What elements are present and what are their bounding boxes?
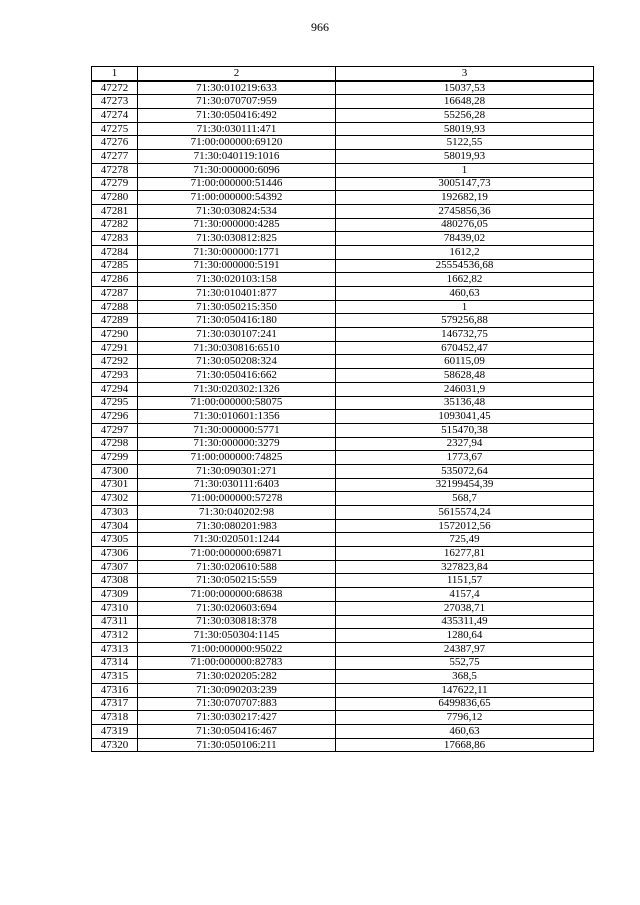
table-row [92,519,594,533]
column-header-2: 2 [138,67,336,81]
table-row [92,492,594,506]
value-cell: 2745856,36 [336,204,594,218]
table-row [92,533,594,547]
table-row [92,382,594,396]
cadastral-number-cell: 71:00:000000:57278 [138,492,336,506]
value-cell: 1151,57 [336,574,594,588]
row-number-cell: 47302 [92,492,138,506]
cadastral-number-cell: 71:30:030824:534 [138,204,336,218]
value-cell: 1 [336,163,594,177]
value-cell: 246031,9 [336,382,594,396]
cadastral-number-cell: 71:00:000000:69120 [138,136,336,150]
value-cell: 552,75 [336,656,594,670]
value-cell: 515470,38 [336,423,594,437]
table-row [92,218,594,232]
cadastral-number-cell: 71:30:050416:492 [138,109,336,123]
value-cell: 568,7 [336,492,594,506]
row-number-cell: 47290 [92,328,138,342]
cadastral-number-cell: 71:00:000000:95022 [138,642,336,656]
table-row [92,341,594,355]
table-row [92,191,594,205]
cadastral-number-cell: 71:30:070707:959 [138,95,336,109]
table-row [92,560,594,574]
value-cell: 1 [336,300,594,314]
value-cell: 27038,71 [336,601,594,615]
table-row [92,711,594,725]
value-cell: 725,49 [336,533,594,547]
value-cell: 1093041,45 [336,410,594,424]
value-cell: 24387,97 [336,642,594,656]
cadastral-number-cell: 71:30:090203:239 [138,683,336,697]
value-cell: 579256,88 [336,314,594,328]
value-cell: 535072,64 [336,464,594,478]
row-number-cell: 47286 [92,273,138,287]
value-cell: 146732,75 [336,328,594,342]
row-number-cell: 47275 [92,122,138,136]
row-number-cell: 47299 [92,451,138,465]
value-cell: 78439,02 [336,232,594,246]
cadastral-number-cell: 71:30:020302:1326 [138,382,336,396]
value-cell: 32199454,39 [336,478,594,492]
cadastral-number-cell: 71:00:000000:51446 [138,177,336,191]
cadastral-number-cell: 71:30:020501:1244 [138,533,336,547]
value-cell: 16648,28 [336,95,594,109]
table-row [92,601,594,615]
row-number-cell: 47295 [92,396,138,410]
value-cell: 1662,82 [336,273,594,287]
table-row [92,95,594,109]
table-row [92,150,594,164]
row-number-cell: 47285 [92,259,138,273]
table-row [92,136,594,150]
table-row [92,615,594,629]
cadastral-number-cell: 71:30:020603:694 [138,601,336,615]
row-number-cell: 47320 [92,738,138,752]
cadastral-number-cell: 71:30:000000:6096 [138,163,336,177]
value-cell: 60115,09 [336,355,594,369]
cadastral-number-cell: 71:30:000000:3279 [138,437,336,451]
table-row [92,506,594,520]
table-header-row [92,67,594,81]
row-number-cell: 47297 [92,423,138,437]
row-number-cell: 47310 [92,601,138,615]
row-number-cell: 47296 [92,410,138,424]
row-number-cell: 47277 [92,150,138,164]
cadastral-number-cell: 71:30:030107:241 [138,328,336,342]
value-cell: 3005147,73 [336,177,594,191]
value-cell: 460,63 [336,287,594,301]
value-cell: 6499836,65 [336,697,594,711]
row-number-cell: 47312 [92,629,138,643]
table-row [92,423,594,437]
row-number-cell: 47291 [92,341,138,355]
table-row [92,464,594,478]
table-row [92,273,594,287]
table-row [92,287,594,301]
value-cell: 58019,93 [336,150,594,164]
cadastral-number-cell: 71:30:000000:5191 [138,259,336,273]
value-cell: 1280,64 [336,629,594,643]
cadastral-number-cell: 71:00:000000:82783 [138,656,336,670]
row-number-cell: 47315 [92,670,138,684]
value-cell: 327823,84 [336,560,594,574]
table-row [92,245,594,259]
table-row [92,81,594,95]
row-number-cell: 47284 [92,245,138,259]
cadastral-number-cell: 71:30:050416:180 [138,314,336,328]
row-number-cell: 47300 [92,464,138,478]
value-cell: 1773,67 [336,451,594,465]
cadastral-number-cell: 71:30:010219:633 [138,81,336,95]
row-number-cell: 47317 [92,697,138,711]
value-cell: 5615574,24 [336,506,594,520]
row-number-cell: 47292 [92,355,138,369]
cadastral-number-cell: 71:30:030217:427 [138,711,336,725]
row-number-cell: 47279 [92,177,138,191]
row-number-cell: 47276 [92,136,138,150]
table-row [92,177,594,191]
cadastral-number-cell: 71:30:030111:471 [138,122,336,136]
table-body [92,81,594,752]
table-row [92,683,594,697]
cadastral-number-cell: 71:30:070707:883 [138,697,336,711]
cadastral-number-cell: 71:00:000000:69871 [138,547,336,561]
cadastral-number-cell: 71:30:050416:662 [138,369,336,383]
value-cell: 1612,2 [336,245,594,259]
cadastral-number-cell: 71:30:030816:6510 [138,341,336,355]
table-row [92,437,594,451]
row-number-cell: 47305 [92,533,138,547]
row-number-cell: 47316 [92,683,138,697]
table-row [92,109,594,123]
row-number-cell: 47319 [92,725,138,739]
table-row [92,725,594,739]
row-number-cell: 47304 [92,519,138,533]
value-cell: 368,5 [336,670,594,684]
cadastral-number-cell: 71:30:090301:271 [138,464,336,478]
row-number-cell: 47309 [92,588,138,602]
cadastral-number-cell: 71:30:010401:877 [138,287,336,301]
table-row [92,670,594,684]
table-row [92,232,594,246]
table-row [92,574,594,588]
cadastral-number-cell: 71:00:000000:54392 [138,191,336,205]
row-number-cell: 47307 [92,560,138,574]
table-row [92,478,594,492]
row-number-cell: 47294 [92,382,138,396]
cadastral-number-cell: 71:30:030812:825 [138,232,336,246]
cadastral-number-cell: 71:30:050208:324 [138,355,336,369]
page-number: 966 [311,20,329,34]
table-row [92,259,594,273]
cadastral-number-cell: 71:30:000000:4285 [138,218,336,232]
table-row [92,547,594,561]
cadastral-number-cell: 71:30:010601:1356 [138,410,336,424]
value-cell: 1572012,56 [336,519,594,533]
row-number-cell: 47313 [92,642,138,656]
table-row [92,451,594,465]
row-number-cell: 47311 [92,615,138,629]
table-row [92,204,594,218]
row-number-cell: 47282 [92,218,138,232]
row-number-cell: 47280 [92,191,138,205]
table-row [92,697,594,711]
table-row [92,328,594,342]
cadastral-number-cell: 71:30:040202:98 [138,506,336,520]
table-row [92,369,594,383]
value-cell: 58628,48 [336,369,594,383]
value-cell: 192682,19 [336,191,594,205]
cadastral-number-cell: 71:30:000000:1771 [138,245,336,259]
row-number-cell: 47274 [92,109,138,123]
value-cell: 2327,94 [336,437,594,451]
cadastral-number-cell: 71:00:000000:58075 [138,396,336,410]
row-number-cell: 47283 [92,232,138,246]
row-number-cell: 47288 [92,300,138,314]
row-number-cell: 47293 [92,369,138,383]
cadastral-number-cell: 71:30:050215:350 [138,300,336,314]
row-number-cell: 47314 [92,656,138,670]
cadastral-number-cell: 71:30:020205:282 [138,670,336,684]
value-cell: 35136,48 [336,396,594,410]
table-row [92,355,594,369]
value-cell: 25554536,68 [336,259,594,273]
table-row [92,314,594,328]
cadastral-number-cell: 71:30:050106:211 [138,738,336,752]
table-row [92,629,594,643]
row-number-cell: 47278 [92,163,138,177]
row-number-cell: 47272 [92,81,138,95]
row-number-cell: 47298 [92,437,138,451]
value-cell: 460,63 [336,725,594,739]
value-cell: 16277,81 [336,547,594,561]
row-number-cell: 47301 [92,478,138,492]
value-cell: 670452,47 [336,341,594,355]
cadastral-number-cell: 71:30:000000:5771 [138,423,336,437]
table-row [92,396,594,410]
cadastral-number-cell: 71:00:000000:74825 [138,451,336,465]
cadastral-number-cell: 71:30:020610:588 [138,560,336,574]
row-number-cell: 47273 [92,95,138,109]
row-number-cell: 47289 [92,314,138,328]
table-row [92,122,594,136]
value-cell: 15037,53 [336,81,594,95]
value-cell: 58019,93 [336,122,594,136]
row-number-cell: 47318 [92,711,138,725]
cadastral-number-cell: 71:30:020103:158 [138,273,336,287]
column-header-1: 1 [92,67,138,81]
cadastral-number-cell: 71:30:080201:983 [138,519,336,533]
value-cell: 147622,11 [336,683,594,697]
table-row [92,410,594,424]
cadastral-number-cell: 71:30:050416:467 [138,725,336,739]
table-row [92,163,594,177]
column-header-3: 3 [336,67,594,81]
cadastral-value-table [91,66,594,752]
cadastral-number-cell: 71:30:040119:1016 [138,150,336,164]
table-row [92,588,594,602]
value-cell: 435311,49 [336,615,594,629]
value-cell: 17668,86 [336,738,594,752]
row-number-cell: 47281 [92,204,138,218]
value-cell: 55256,28 [336,109,594,123]
table-row [92,300,594,314]
row-number-cell: 47306 [92,547,138,561]
row-number-cell: 47303 [92,506,138,520]
row-number-cell: 47308 [92,574,138,588]
cadastral-number-cell: 71:30:050215:559 [138,574,336,588]
cadastral-number-cell: 71:30:030818:378 [138,615,336,629]
table-row [92,642,594,656]
value-cell: 480276,05 [336,218,594,232]
table-row [92,738,594,752]
cadastral-number-cell: 71:30:050304:1145 [138,629,336,643]
value-cell: 4157,4 [336,588,594,602]
row-number-cell: 47287 [92,287,138,301]
cadastral-number-cell: 71:00:000000:68638 [138,588,336,602]
cadastral-number-cell: 71:30:030111:6403 [138,478,336,492]
value-cell: 5122,55 [336,136,594,150]
value-cell: 7796,12 [336,711,594,725]
table-row [92,656,594,670]
